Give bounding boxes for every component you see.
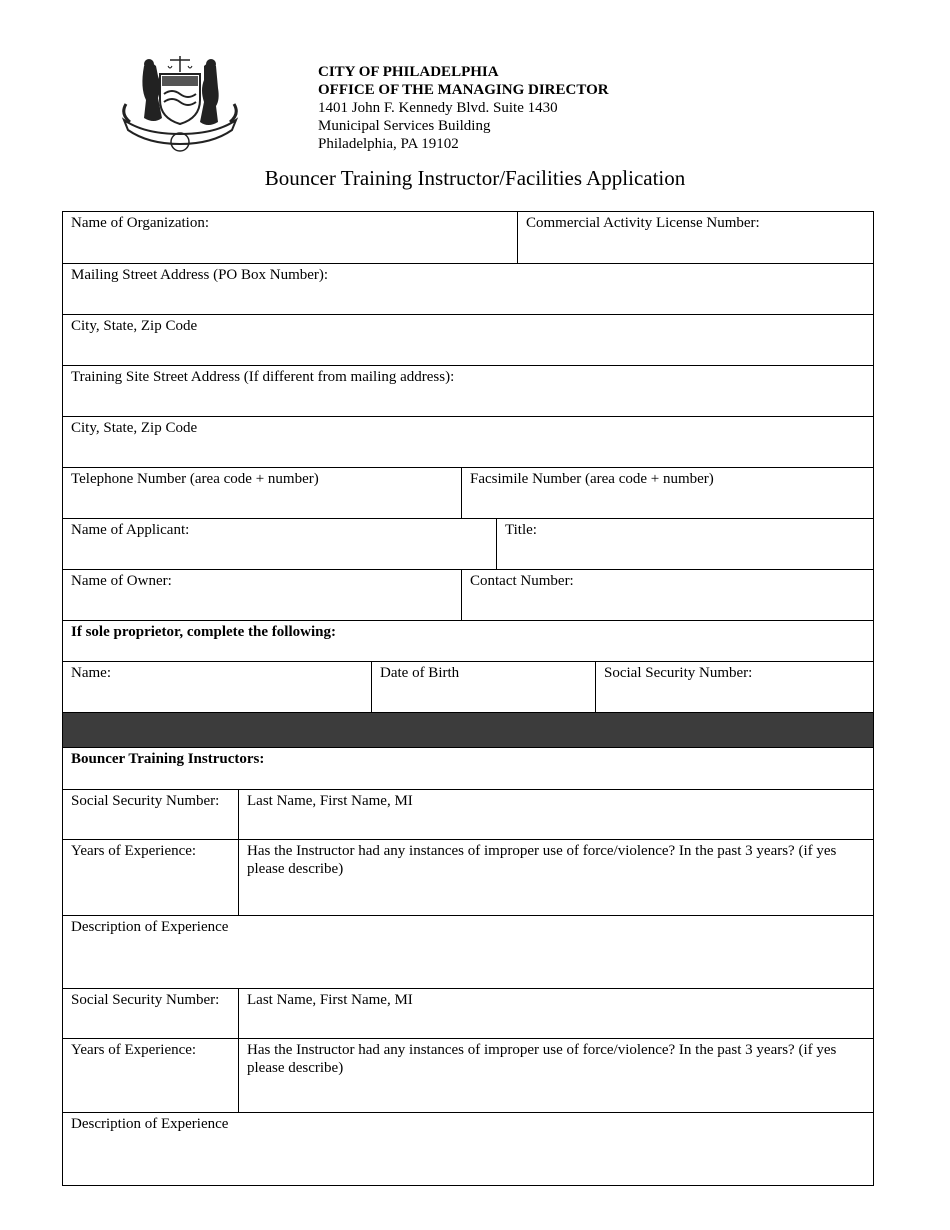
section-divider — [63, 713, 873, 748]
instructor-2-description-label: Description of Experience — [71, 1116, 229, 1132]
sole-prop-heading: If sole proprietor, complete the following: — [71, 624, 336, 640]
owner-field[interactable] — [63, 570, 461, 620]
instructor-2-name-field[interactable] — [238, 989, 873, 1038]
license-field[interactable] — [517, 212, 873, 263]
name-field[interactable] — [63, 662, 371, 712]
instructor-2-years-field[interactable] — [63, 1039, 238, 1112]
office-name: OFFICE OF THE MANAGING DIRECTOR — [318, 82, 609, 98]
dob-label: Date of Birth — [380, 665, 460, 681]
owner-label: Name of Owner: — [71, 573, 172, 589]
org-name-field[interactable] — [63, 212, 517, 263]
instructors-heading-row — [63, 748, 873, 790]
mailing-city-label: City, State, Zip Code — [71, 318, 198, 334]
instructor-2-years-label: Years of Experience: — [71, 1042, 197, 1058]
mailing-address-label: Mailing Street Address (PO Box Number): — [71, 267, 329, 283]
instructor-1-force-question: Has the Instructor had any instances of improper use of force/violence? In the past 3 years? (if yes please describe) — [247, 843, 837, 877]
city-row-2 — [63, 417, 873, 468]
instructor-2-force-question: Has the Instructor had any instances of improper use of force/violence? In the past 3 years? (if yes please describe) — [247, 1042, 837, 1076]
training-city-field[interactable] — [63, 417, 873, 467]
instructor-1-force-field[interactable] — [238, 840, 873, 915]
application-form — [62, 211, 874, 1186]
applicant-row — [63, 519, 873, 570]
fax-field[interactable] — [461, 468, 873, 518]
owner-row — [63, 570, 873, 621]
training-city-label: City, State, Zip Code — [71, 420, 198, 436]
letterhead — [318, 63, 609, 153]
name-label: Name: — [71, 665, 111, 681]
instructor-1-id-row — [63, 790, 873, 840]
instructor-1-experience-row — [63, 840, 873, 916]
instructor-2-ssn-label: Social Security Number: — [71, 992, 220, 1008]
instructors-heading: Bouncer Training Instructors: — [71, 751, 265, 767]
instructor-2-experience-row — [63, 1039, 873, 1113]
ssn-label: Social Security Number: — [604, 665, 753, 681]
phone-row — [63, 468, 873, 519]
org-name-label: Name of Organization: — [71, 215, 210, 231]
instructor-1-ssn-field[interactable] — [63, 790, 238, 839]
city-seal-logo — [116, 54, 244, 152]
telephone-label: Telephone Number (area code + number) — [71, 471, 319, 487]
mailing-city-field[interactable] — [63, 315, 873, 365]
contact-label: Contact Number: — [470, 573, 574, 589]
instructor-1-name-field[interactable] — [238, 790, 873, 839]
telephone-field[interactable] — [63, 468, 461, 518]
mailing-address-field[interactable] — [63, 264, 873, 314]
address-line-1: 1401 John F. Kennedy Blvd. Suite 1430 — [318, 100, 558, 116]
applicant-field[interactable] — [63, 519, 496, 569]
sole-prop-row — [63, 621, 873, 662]
contact-field[interactable] — [461, 570, 873, 620]
training-site-field[interactable] — [63, 366, 873, 416]
instructor-1-years-field[interactable] — [63, 840, 238, 915]
dob-field[interactable] — [371, 662, 595, 712]
instructor-2-force-field[interactable] — [238, 1039, 873, 1112]
title-label: Title: — [505, 522, 537, 538]
license-label: Commercial Activity License Number: — [526, 215, 760, 231]
applicant-label: Name of Applicant: — [71, 522, 190, 538]
mailing-row — [63, 264, 873, 315]
address-line-2: Municipal Services Building — [318, 118, 491, 134]
instructor-1-description-label: Description of Experience — [71, 919, 229, 935]
training-site-label: Training Site Street Address (If different from mailing address): — [71, 369, 455, 385]
instructor-1-name-label: Last Name, First Name, MI — [247, 793, 413, 809]
fax-label: Facsimile Number (area code + number) — [470, 471, 714, 487]
org-row — [63, 212, 873, 264]
city-row-1 — [63, 315, 873, 366]
ssn-field[interactable] — [595, 662, 873, 712]
instructor-2-ssn-field[interactable] — [63, 989, 238, 1038]
page-title: Bouncer Training Instructor/Facilities Application — [264, 166, 686, 190]
instructor-2-id-row — [63, 989, 873, 1039]
training-site-row — [63, 366, 873, 417]
instructor-2-description-row — [63, 1113, 873, 1185]
instructor-1-ssn-label: Social Security Number: — [71, 793, 220, 809]
instructor-1-years-label: Years of Experience: — [71, 843, 197, 859]
sole-prop-details-row — [63, 662, 873, 713]
address-line-3: Philadelphia, PA 19102 — [318, 136, 459, 152]
title-field[interactable] — [496, 519, 873, 569]
instructor-2-description-field[interactable] — [63, 1113, 873, 1185]
instructor-1-description-row — [63, 916, 873, 989]
instructor-2-name-label: Last Name, First Name, MI — [247, 992, 413, 1008]
instructor-1-description-field[interactable] — [63, 916, 873, 988]
city-name: CITY OF PHILADELPHIA — [318, 64, 499, 80]
